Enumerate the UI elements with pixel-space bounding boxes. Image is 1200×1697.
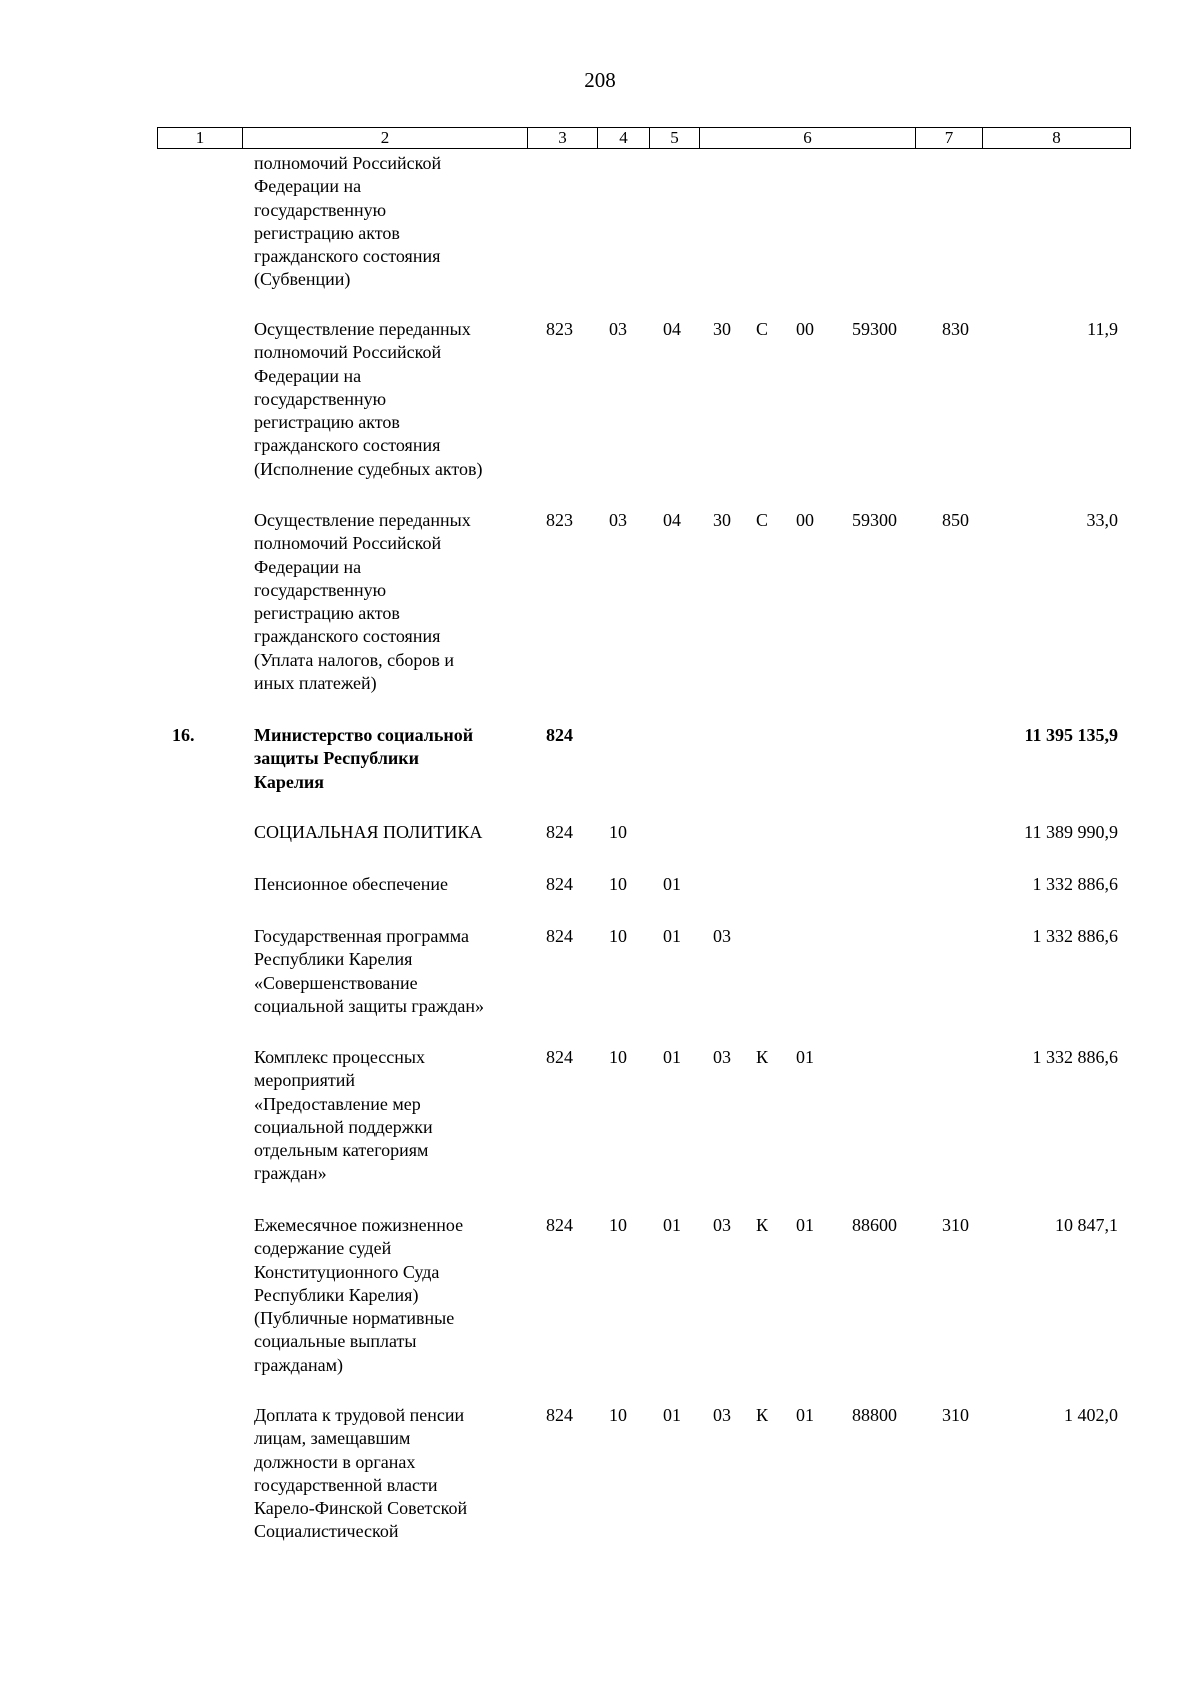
- cell-c3: 824: [546, 874, 573, 894]
- cell-c6a: 30: [713, 510, 731, 530]
- cell-c4: 03: [609, 510, 627, 530]
- cell-c6a: 03: [713, 1405, 731, 1425]
- cell-c7: 850: [942, 510, 969, 530]
- cell-c3: 823: [546, 510, 573, 530]
- cell-c6c: 00: [796, 510, 814, 530]
- row-name-line: Комплекс процессных: [254, 1047, 425, 1067]
- row-name-line: социальные выплаты: [254, 1331, 417, 1352]
- cell-c3: 824: [546, 725, 573, 745]
- row-name-line: полномочий Российской: [254, 533, 442, 554]
- row-name-line: отдельным категориям: [254, 1140, 429, 1161]
- column-header-6: 6: [700, 128, 916, 149]
- cell-c8: 33,0: [1086, 510, 1118, 530]
- row-name-line: Осуществление переданных: [254, 319, 471, 339]
- cell-c5: 01: [663, 1215, 681, 1235]
- cell-c7: 310: [942, 1215, 969, 1235]
- row-name-line: социальной защиты граждан»: [254, 995, 485, 1016]
- row-name-line: «Совершенствование: [254, 972, 418, 993]
- cell-c3: 824: [546, 1047, 573, 1067]
- row-name: [254, 873, 524, 896]
- row-name-line: Конституционного Суда: [254, 1261, 440, 1282]
- row-name-line: Карелия: [254, 771, 325, 792]
- cell-c8: 10 847,1: [1055, 1215, 1118, 1235]
- cell-c6d: 88600: [852, 1215, 897, 1235]
- cell-c8: 11 389 990,9: [1024, 822, 1118, 842]
- row-name-line: содержание судей: [254, 1238, 392, 1259]
- cell-c4: 10: [609, 822, 627, 842]
- row-name-line: (Уплата налогов, сборов и: [254, 649, 455, 670]
- row-name-line: полномочий Российской: [254, 153, 442, 173]
- row-name-line: гражданского состояния: [254, 435, 441, 456]
- cell-c6d: 59300: [852, 510, 897, 530]
- row-name-line: государственную: [254, 388, 387, 409]
- cell-c7: 830: [942, 319, 969, 339]
- cell-c7: 310: [942, 1405, 969, 1425]
- row-name-line: (Исполнение судебных актов): [254, 458, 483, 479]
- row-name: [254, 724, 524, 794]
- cell-c5: 01: [663, 1405, 681, 1425]
- row-name-line: защиты Республики: [254, 748, 420, 769]
- page-number: 208: [584, 68, 616, 92]
- row-name-line: регистрацию актов: [254, 222, 400, 243]
- row-name: [254, 925, 524, 1018]
- cell-c5: 04: [663, 319, 681, 339]
- cell-c6b: С: [756, 510, 769, 530]
- row-name: [254, 1404, 524, 1544]
- row-name-line: полномочий Российской: [254, 342, 442, 363]
- cell-c8: 11 395 135,9: [1024, 725, 1118, 745]
- cell-c6b: К: [756, 1405, 769, 1425]
- row-name: [254, 152, 524, 292]
- cell-c5: 04: [663, 510, 681, 530]
- cell-c6d: 59300: [852, 319, 897, 339]
- cell-c5: 01: [663, 1047, 681, 1067]
- row-name-line: (Публичные нормативные: [254, 1308, 455, 1329]
- cell-c6c: 01: [796, 1215, 814, 1235]
- cell-c4: 10: [609, 1405, 627, 1425]
- row-name-line: СОЦИАЛЬНАЯ ПОЛИТИКА: [254, 822, 483, 842]
- row-name-line: Федерации на: [254, 365, 362, 386]
- cell-c6c: 01: [796, 1405, 814, 1425]
- cell-c6a: 30: [713, 319, 731, 339]
- cell-c6a: 03: [713, 926, 731, 946]
- column-header-3: 3: [528, 128, 598, 149]
- row-name-line: Осуществление переданных: [254, 510, 471, 530]
- cell-c3: 824: [546, 926, 573, 946]
- cell-c4: 10: [609, 1047, 627, 1067]
- cell-num: 16.: [172, 725, 195, 745]
- row-name: [254, 1214, 524, 1377]
- cell-c6a: 03: [713, 1047, 731, 1067]
- cell-c8: 1 332 886,6: [1032, 874, 1118, 894]
- row-name-line: регистрацию актов: [254, 412, 400, 433]
- row-name-line: Социалистической: [254, 1521, 399, 1542]
- row-name-line: Республики Карелия: [254, 949, 413, 970]
- column-header-row: [158, 128, 1131, 149]
- row-name-line: иных платежей): [254, 673, 377, 694]
- cell-c6b: С: [756, 319, 769, 339]
- column-header-5: 5: [650, 128, 700, 149]
- row-name-line: Государственная программа: [254, 926, 469, 946]
- row-name-line: Министерство социальной: [254, 725, 474, 745]
- row-name-line: лицам, замещавшим: [254, 1428, 411, 1449]
- column-header-table: [157, 127, 1131, 149]
- row-name-line: Доплата к трудовой пенсии: [254, 1405, 465, 1425]
- row-name: [254, 821, 524, 844]
- cell-c4: 03: [609, 319, 627, 339]
- row-name-line: Республики Карелия): [254, 1284, 419, 1305]
- cell-c4: 10: [609, 926, 627, 946]
- row-name-line: должности в органах: [254, 1451, 416, 1472]
- cell-c3: 823: [546, 319, 573, 339]
- column-header-8: 8: [983, 128, 1131, 149]
- row-name-line: гражданского состояния: [254, 626, 441, 647]
- row-name: [254, 318, 524, 481]
- cell-c4: 10: [609, 1215, 627, 1235]
- cell-c8: 1 402,0: [1064, 1405, 1118, 1425]
- cell-c3: 824: [546, 1215, 573, 1235]
- cell-c3: 824: [546, 1405, 573, 1425]
- cell-c8: 1 332 886,6: [1032, 926, 1118, 946]
- cell-c6c: 01: [796, 1047, 814, 1067]
- column-header-1: 1: [158, 128, 243, 149]
- row-name-line: «Предоставление мер: [254, 1093, 421, 1114]
- cell-c6d: 88800: [852, 1405, 897, 1425]
- row-name-line: Федерации на: [254, 176, 362, 197]
- row-name-line: граждан»: [254, 1163, 327, 1184]
- cell-c8: 1 332 886,6: [1032, 1047, 1118, 1067]
- row-name-line: мероприятий: [254, 1070, 356, 1091]
- cell-c3: 824: [546, 822, 573, 842]
- cell-c5: 01: [663, 926, 681, 946]
- row-name-line: гражданского состояния: [254, 246, 441, 267]
- row-name-line: регистрацию актов: [254, 603, 400, 624]
- row-name-line: Пенсионное обеспечение: [254, 874, 449, 894]
- row-name-line: государственную: [254, 199, 387, 220]
- row-name-line: социальной поддержки: [254, 1116, 433, 1137]
- row-name: [254, 1046, 524, 1186]
- row-name: [254, 509, 524, 695]
- row-name-line: (Субвенции): [254, 269, 351, 290]
- cell-c5: 01: [663, 874, 681, 894]
- cell-c4: 10: [609, 874, 627, 894]
- row-name-line: государственной власти: [254, 1474, 438, 1495]
- row-name-line: Карело-Финской Советской: [254, 1498, 468, 1519]
- cell-c8: 11,9: [1087, 319, 1118, 339]
- cell-c6b: К: [756, 1047, 769, 1067]
- row-name-line: Ежемесячное пожизненное: [254, 1215, 464, 1235]
- cell-c6b: К: [756, 1215, 769, 1235]
- row-name-line: государственную: [254, 579, 387, 600]
- row-name-line: Федерации на: [254, 556, 362, 577]
- cell-c6a: 03: [713, 1215, 731, 1235]
- column-header-7: 7: [916, 128, 983, 149]
- row-name-line: гражданам): [254, 1354, 343, 1375]
- column-header-4: 4: [598, 128, 650, 149]
- cell-c6c: 00: [796, 319, 814, 339]
- column-header-2: 2: [243, 128, 528, 149]
